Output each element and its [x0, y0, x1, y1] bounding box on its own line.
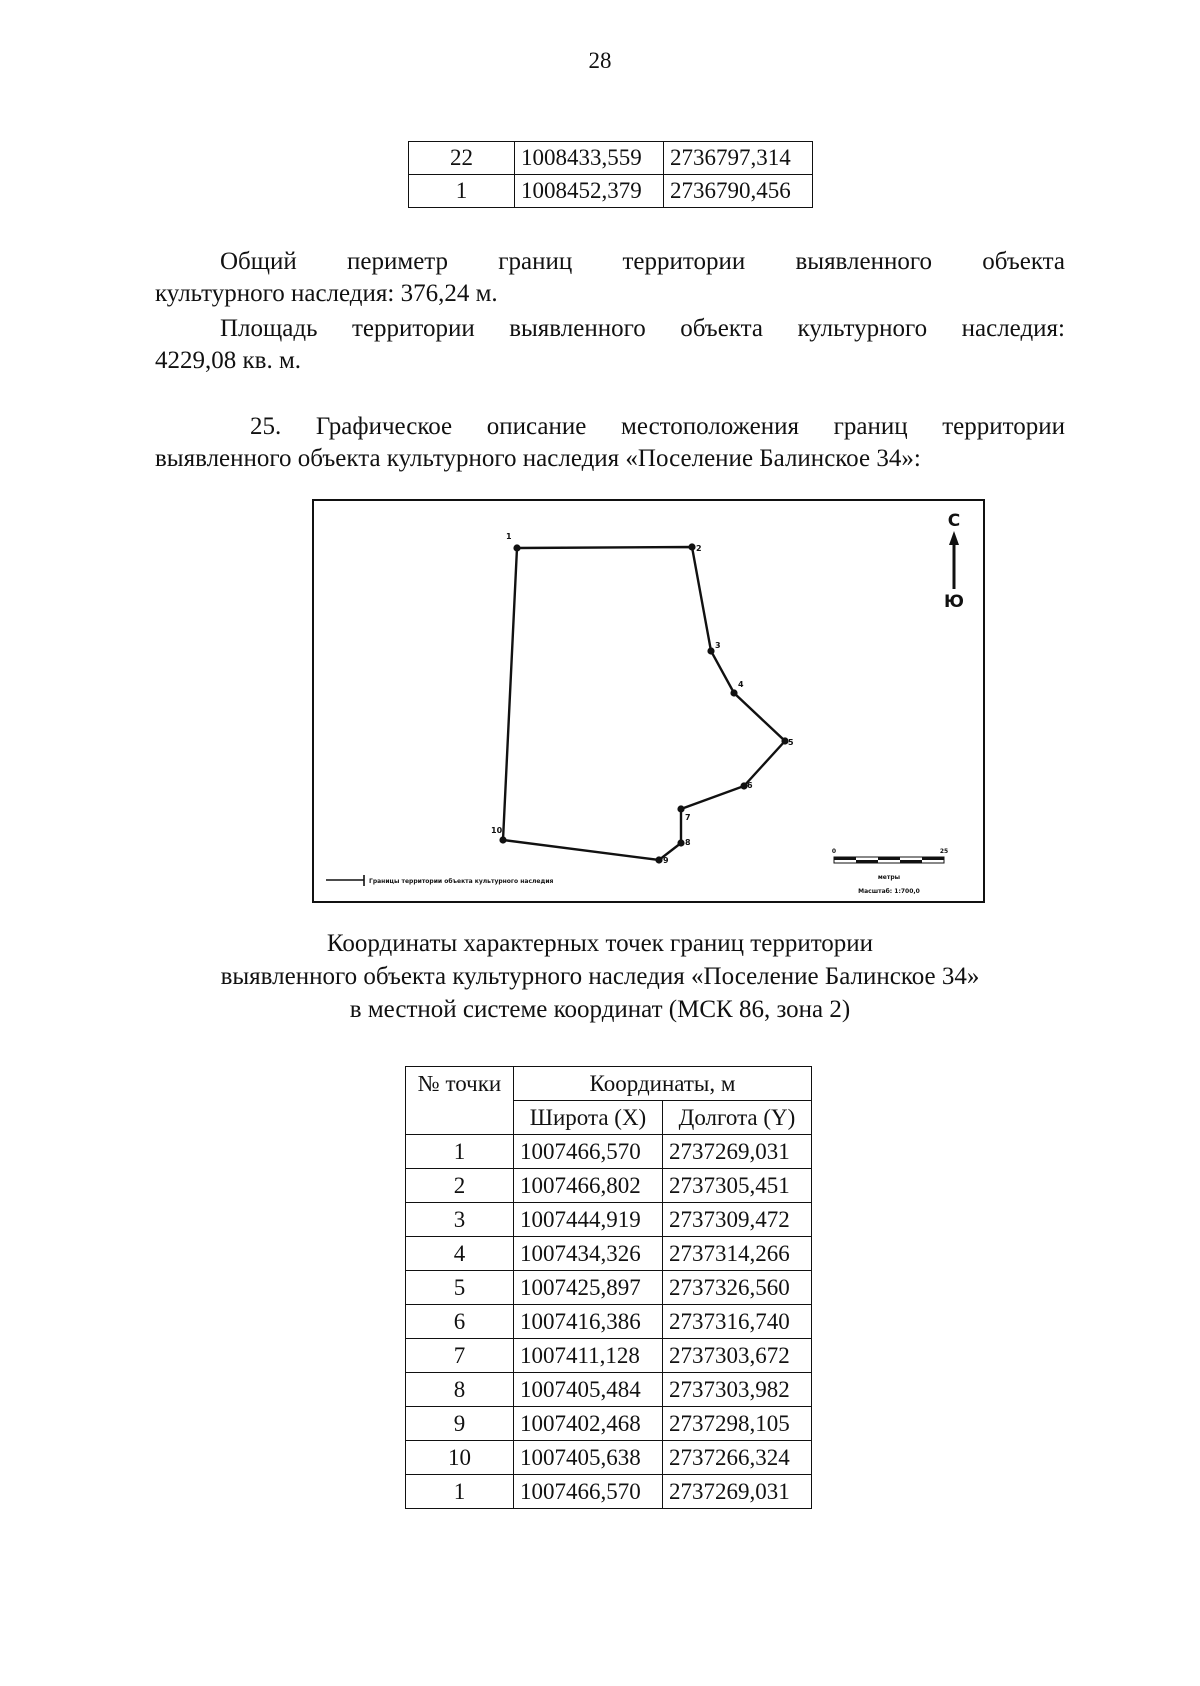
- perimeter-line-1: Общий периметр границ территории выявленного объекта: [220, 248, 1065, 275]
- longitude-cell: 2737269,031: [663, 1475, 812, 1509]
- longitude-cell: 2736797,314: [664, 142, 813, 175]
- boundary-point-label: 1: [506, 532, 512, 541]
- table-row: [406, 1407, 812, 1441]
- scale-bar-segment: [856, 860, 878, 863]
- table-row: [406, 1237, 812, 1271]
- table-row: [406, 1305, 812, 1339]
- latitude-cell: 1007466,802: [514, 1169, 663, 1203]
- longitude-cell: 2736790,456: [664, 175, 813, 208]
- compass-arrow-icon: [949, 531, 959, 545]
- latitude-cell: 1007402,468: [514, 1407, 663, 1441]
- latitude-cell: 1007444,919: [514, 1203, 663, 1237]
- longitude-cell: 2737316,740: [663, 1305, 812, 1339]
- area-line-2: 4229,08 кв. м.: [155, 347, 302, 374]
- header-point-number: № точки: [406, 1067, 514, 1135]
- point-cell: 1: [406, 1135, 514, 1169]
- table-caption-line-3: в местной системе координат (МСК 86, зона 2): [349, 996, 851, 1023]
- boundary-point-label: 2: [696, 544, 702, 553]
- boundary-point-label: 6: [747, 781, 753, 790]
- boundary-point-marker: [677, 805, 684, 812]
- point-cell: 5: [406, 1271, 514, 1305]
- latitude-cell: 1007405,484: [514, 1373, 663, 1407]
- longitude-cell: 2737266,324: [663, 1441, 812, 1475]
- boundary-point-marker: [499, 836, 506, 843]
- boundary-point-label: 4: [738, 680, 744, 689]
- boundary-point-marker: [655, 856, 662, 863]
- scale-bar-segment: [878, 857, 900, 860]
- point-cell: 1: [409, 175, 515, 208]
- section-heading-line-1: 25. Графическое описание местоположения границ территории: [250, 413, 1065, 440]
- latitude-cell: 1007416,386: [514, 1305, 663, 1339]
- longitude-cell: 2737314,266: [663, 1237, 812, 1271]
- longitude-cell: 2737326,560: [663, 1271, 812, 1305]
- boundary-point-label: 5: [788, 738, 794, 747]
- longitude-cell: 2737305,451: [663, 1169, 812, 1203]
- header-longitude: Долгота (Y): [663, 1101, 812, 1135]
- scale-max-label: 25: [939, 848, 949, 855]
- longitude-cell: 2737303,982: [663, 1373, 812, 1407]
- point-cell: 1: [406, 1475, 514, 1509]
- table-row: [406, 1271, 812, 1305]
- boundary-point-marker: [730, 689, 737, 696]
- coordinates-table: [405, 1066, 812, 1509]
- table-row: [406, 1135, 812, 1169]
- table-row: [409, 175, 813, 208]
- continued-coordinates-table: [408, 141, 813, 208]
- latitude-cell: 1007405,638: [514, 1441, 663, 1475]
- latitude-cell: 1007425,897: [514, 1271, 663, 1305]
- latitude-cell: 1008452,379: [515, 175, 664, 208]
- point-cell: 8: [406, 1373, 514, 1407]
- longitude-cell: 2737309,472: [663, 1203, 812, 1237]
- longitude-cell: 2737269,031: [663, 1135, 812, 1169]
- table-row: [406, 1339, 812, 1373]
- table-row: [406, 1441, 812, 1475]
- boundary-point-label: 9: [663, 856, 669, 865]
- latitude-cell: 1007466,570: [514, 1475, 663, 1509]
- boundary-point-label: 10: [491, 826, 503, 835]
- header-coordinates: Координаты, м: [514, 1067, 812, 1101]
- perimeter-line-2: культурного наследия: 376,24 м.: [155, 280, 498, 307]
- scale-bar-segment: [900, 860, 922, 863]
- latitude-cell: 1007466,570: [514, 1135, 663, 1169]
- boundary-point-marker: [707, 647, 714, 654]
- header-latitude: Широта (X): [514, 1101, 663, 1135]
- point-cell: 7: [406, 1339, 514, 1373]
- boundary-point-label: 3: [715, 641, 721, 650]
- legend-label: Границы территории объекта культурного наследия: [369, 878, 554, 885]
- scale-min-label: 0: [831, 848, 837, 855]
- boundary-point-marker: [688, 543, 695, 550]
- boundary-map: [312, 499, 985, 903]
- section-heading-line-2: выявленного объекта культурного наследия «Поселение Балинское 34»:: [155, 445, 921, 472]
- point-cell: 2: [406, 1169, 514, 1203]
- point-cell: 6: [406, 1305, 514, 1339]
- scale-unit-label: метры: [877, 874, 901, 881]
- table-caption-line-1: Координаты характерных точек границ территории: [326, 930, 874, 957]
- longitude-cell: 2737303,672: [663, 1339, 812, 1373]
- scale-ratio-label: Масштаб: 1:700,0: [858, 888, 920, 895]
- table-row: [406, 1373, 812, 1407]
- page-number: 28: [588, 48, 612, 73]
- point-cell: 4: [406, 1237, 514, 1271]
- point-cell: 9: [406, 1407, 514, 1441]
- boundary-polyline: [503, 547, 785, 860]
- latitude-cell: 1008433,559: [515, 142, 664, 175]
- boundary-point-label: 8: [685, 838, 691, 847]
- table-row: [406, 1475, 812, 1509]
- boundary-point-marker: [513, 544, 520, 551]
- scale-bar-segment: [922, 857, 944, 860]
- table-row: [406, 1169, 812, 1203]
- latitude-cell: 1007411,128: [514, 1339, 663, 1373]
- table-caption-line-2: выявленного объекта культурного наследия «Поселение Балинское 34»: [220, 963, 980, 990]
- longitude-cell: 2737298,105: [663, 1407, 812, 1441]
- area-line-1: Площадь территории выявленного объекта культурного наследия:: [220, 315, 1065, 342]
- compass-south-label: Ю: [944, 592, 964, 612]
- boundary-point-marker: [677, 839, 684, 846]
- table-row: [409, 142, 813, 175]
- latitude-cell: 1007434,326: [514, 1237, 663, 1271]
- boundary-point-label: 7: [685, 813, 691, 822]
- compass-north-label: С: [947, 511, 961, 531]
- table-row: [406, 1203, 812, 1237]
- point-cell: 10: [406, 1441, 514, 1475]
- boundary-map-drawing: [314, 501, 983, 901]
- scale-bar-segment: [834, 857, 856, 860]
- point-cell: 22: [409, 142, 515, 175]
- point-cell: 3: [406, 1203, 514, 1237]
